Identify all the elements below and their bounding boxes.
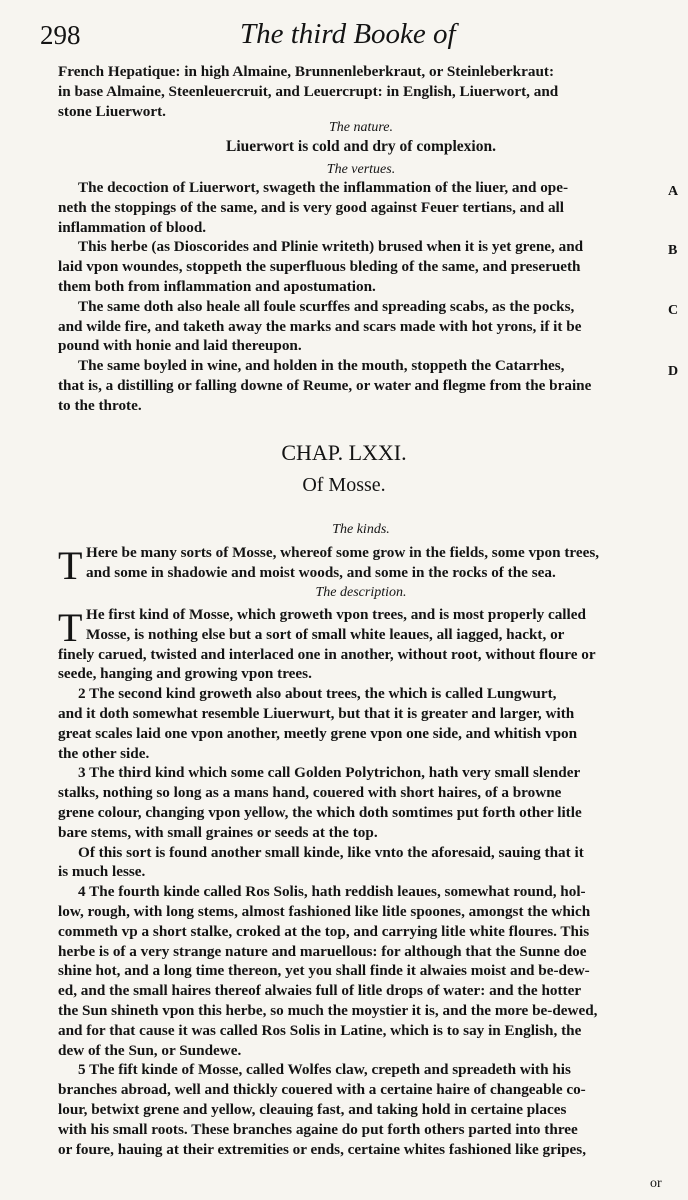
text-line: French Hepatique: in high Almaine, Brunnenleberkraut, or Steinleberkraut: <box>58 63 555 80</box>
text-line: and some in shadowie and moist woods, and some in the rocks of the sea. <box>86 563 556 581</box>
liverwort-names <box>58 62 664 121</box>
text-line: in base Almaine, Steenleuercruit, and Leuercrupt: in English, Liuerwort, and <box>58 82 559 100</box>
section-heading: The nature. <box>328 120 394 135</box>
vertues-section <box>58 162 664 416</box>
text-line: 5 The fift kinde of Mosse, called Wolfes claw, crepeth and spreadeth with his <box>78 1061 571 1079</box>
description-heading-block <box>58 585 664 601</box>
text-line: pound with honie and laid thereupon. <box>58 337 302 355</box>
text-line: finely carued, twisted and interlaced one in another, without root, without floure or <box>58 645 596 663</box>
text-line: laid vpon woundes, stoppeth the superfluous bleding of the same, and preserueth <box>58 258 581 276</box>
section-heading: The vertues. <box>326 162 396 177</box>
text-line: The decoction of Liuerwort, swageth the inflammation of the liuer, and ope- <box>78 179 569 196</box>
text-line: or foure, hauing at their extremities or ends, certaine whites fashioned like gripes, <box>58 1140 587 1158</box>
text-line: stone Liuerwort. <box>58 102 166 120</box>
chapter-number: CHAP. LXXI. <box>281 440 407 465</box>
description-lead <box>86 605 666 645</box>
text-line: inflammation of blood. <box>58 218 207 236</box>
text-line: and for that cause it was called Ros Solis in Latine, which is to say in English, the <box>58 1021 582 1039</box>
text-line: neth the stoppings of the same, and is very good against Feuer tertians, and all <box>58 198 564 216</box>
catchword: or <box>650 1176 662 1191</box>
drop-cap: T <box>58 605 83 650</box>
text-line: commeth vp a short stalke, croked at the top, and carrying litle white floures. This <box>58 922 590 940</box>
text-line: the other side. <box>58 744 150 762</box>
section-heading: The kinds. <box>332 522 390 537</box>
text-line: The same doth also heale all foule scurffes and spreading scabs, as the pocks, <box>78 297 575 315</box>
text-line: lour, betwixt grene and yellow, cleauing fast, and taking hold in certaine places <box>58 1100 567 1118</box>
running-head: The third Booke of <box>240 18 456 50</box>
text-line: Here be many sorts of Mosse, whereof some grow in the fields, some vpon trees, <box>86 544 600 561</box>
text-line: bare stems, with small graines or seeds at the top. <box>58 823 378 841</box>
kinds-section <box>86 543 666 583</box>
text-line: with his small roots. These branches againe do put forth others parted into three <box>58 1120 578 1138</box>
text-line: stalks, nothing so long as a mans hand, couered with short haires, of a browne <box>58 784 562 802</box>
text-line: low, rough, with long stems, almost fashioned like litle spoones, amongst the which <box>58 902 591 920</box>
text-line: branches abroad, well and thickly couered with a certaine haire of changeable co- <box>58 1081 586 1099</box>
margin-letter: D <box>668 364 679 379</box>
margin-letter: B <box>668 243 678 258</box>
text-line: the Sun shineth vpon this herbe, so much the moystier it is, and the more be-dewed, <box>58 1001 598 1019</box>
page-header <box>40 14 640 54</box>
kinds-heading-block <box>58 522 664 538</box>
margin-letter: C <box>668 303 679 318</box>
description-section <box>58 645 664 1160</box>
text-line: them both from inflammation and apostumation. <box>58 277 376 295</box>
margin-letter: A <box>668 184 679 199</box>
text-line: herbe is of a very strange nature and maruellous: for although that the Sunne doe <box>58 942 587 960</box>
text-line: shine hot, and a long time thereon, yet you shall finde it alwaies moist and be-dew- <box>58 962 590 980</box>
drop-cap: T <box>58 543 83 588</box>
text-line: 2 The second kind groweth also about trees, the which is called Lungwurt, <box>78 685 557 703</box>
chapter-title: Of Mosse. <box>302 474 386 496</box>
text-line: is much lesse. <box>58 863 146 881</box>
text-line: great scales laid one vpon another, meetly grene vpon one side, and whitish vpon <box>58 724 578 742</box>
text-line: This herbe (as Dioscorides and Plinie writeth) brused when it is yet grene, and <box>78 238 584 256</box>
text-line: ed, and the small haires thereof alwaies full of litle drops of water: and the hotter <box>58 982 582 1000</box>
section-heading: The description. <box>315 585 407 600</box>
text-line: to the throte. <box>58 396 142 414</box>
text-line: grene colour, changing vpon yellow, the which doth somtimes put forth other litle <box>58 803 582 821</box>
text-line: that is, a distilling or falling downe of Reume, or water and flegme from the braine <box>58 376 592 394</box>
text-line: and wilde fire, and taketh away the marks and scars made with hot yrons, if it be <box>58 317 582 335</box>
text-line: Mosse, is nothing else but a sort of small white leaues, all iagged, hackt, or <box>86 625 565 643</box>
text-line: dew of the Sun, or Sundewe. <box>58 1041 242 1059</box>
text-line: The same boyled in wine, and holden in the mouth, stoppeth the Catarrhes, <box>78 357 565 375</box>
text-line: Of this sort is found another small kinde, like vnto the aforesaid, sauing that it <box>78 843 584 861</box>
text-line: 3 The third kind which some call Golden Polytrichon, hath very small slender <box>78 764 581 782</box>
text-line: 4 The fourth kinde called Ros Solis, hath reddish leaues, somewhat round, hol- <box>78 883 586 901</box>
nature-text: Liuerwort is cold and dry of complexion. <box>226 138 496 155</box>
text-line: He first kind of Mosse, which groweth vpon trees, and is most properly called <box>86 606 586 623</box>
page-number: 298 <box>40 20 81 50</box>
text-line: and it doth somewhat resemble Liuerwurt, but that it is greater and larger, with <box>58 704 575 722</box>
text-line: seede, hanging and growing vpon trees. <box>58 665 312 683</box>
nature-section <box>58 120 664 156</box>
